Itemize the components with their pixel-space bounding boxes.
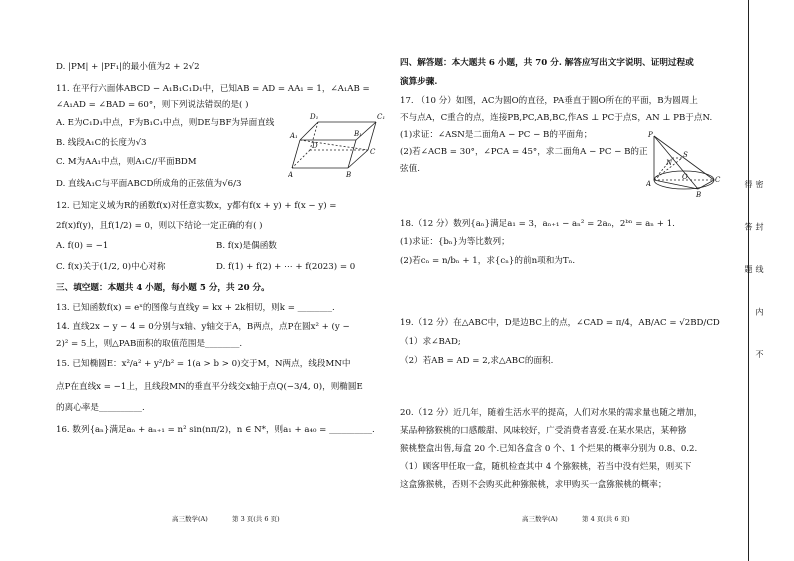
right-footer-subject: 高三数学(A): [522, 515, 558, 523]
label-b1: B₁: [354, 130, 362, 138]
label-n: N: [666, 159, 673, 167]
label-a1: A₁: [290, 132, 298, 140]
q17-line2: 不与点A，C重合的点，连接PB,PC,AB,BC,作AS ⊥ PC于点S，AN ⊥ PB于点N.: [400, 113, 713, 123]
label-c: C: [370, 148, 376, 156]
q11-option-d: D. 直线A₁C与平面ABCD所成角的正弦值为√6/3: [56, 179, 242, 189]
q14-line1: 14. 直线2x − y − 4 = 0分别与x轴、y轴交于A，B两点，点P在圆x² + (y −: [56, 322, 350, 332]
parallelepiped-figure: [288, 108, 388, 180]
q12-line2: 2f(x)f(y)，且f(1/2) = 0，则以下结论一定正确的有( ): [56, 221, 263, 231]
binding-margin-text: 密 封 线 内 不 得 答 题: [744, 180, 764, 375]
label-o: O: [682, 173, 688, 181]
section-4-heading-line1: 四、解答题：本大题共 6 小题，共 70 分. 解答应写出文字说明、证明过程或: [400, 58, 694, 68]
label-c1: C₁: [377, 113, 386, 121]
label-b: B: [346, 171, 352, 179]
q19-line1: 19.（12 分）在△ABC中，D是边BC上的点，∠CAD = π/4，AB/AC = √2BD/CD: [400, 318, 720, 328]
q12-line1: 12. 已知定义域为R的函数f(x)对任意实数x，y都有f(x + y) + f(x − y) =: [56, 201, 337, 211]
q14-line2: 2)² = 5上，则△PAB面积的取值范围是________.: [56, 339, 243, 349]
q11-line1: 11. 在平行六面体ABCD − A₁B₁C₁D₁中，已知AB = AD = AA₁ = 1，∠A₁AB =: [56, 84, 370, 94]
q11-option-a: A. E为C₁D₁中点，F为B₁C₁中点，则DE与BF为异面直线: [56, 118, 275, 128]
q15-line1: 15. 已知椭圆E：x²/a² + y²/b² = 1(a > b > 0)交于M，N两点，线段MN中: [56, 359, 351, 369]
q17-part2: (2)若∠ACB = 30°，∠PCA = 45°，求二面角A − PC − B的正: [400, 147, 648, 157]
q12-option-c: C. f(x)关于(1/2, 0)中心对称: [56, 262, 166, 272]
label-c: C: [715, 176, 721, 184]
q16: 16. 数列{aₙ}满足aₙ + aₙ₊₁ = n² sin(nπ/2)，n ∈ N*，则a₁ + a₄₀ = __________.: [56, 425, 375, 435]
q13: 13. 已知函数f(x) = eˣ的图像与直线y = kx + 2k相切，则k = ________.: [56, 303, 335, 313]
left-footer-page: 第 3 页(共 6 页): [232, 515, 280, 523]
label-b: B: [696, 191, 702, 198]
q18-part2: (2)若cₙ = n/bₙ + 1，求{cₙ}的前n项和为Tₙ.: [400, 256, 576, 266]
q17-part2-cont: 弦值.: [400, 164, 420, 174]
q20-line3: 猴桃整盒出售,每盒 20 个.已知各盒含 0 个、1 个烂果的概率分别为 0.8、0.2.: [400, 444, 698, 454]
q17-line1: 17. （10 分）如图，AC为圆O的直径，PA垂直于圆O所在的平面，B为圆周上: [400, 96, 698, 106]
q20-line2: 某品种猕猴桃的口感酸甜、风味较好，广受消费者喜爱.在某水果店，某种猕: [400, 426, 687, 436]
q20-part1-line1: （1）顾客甲任取一盒，随机检查其中 4 个猕猴桃，若当中没有烂果，则买下: [400, 462, 692, 472]
q11-option-c: C. M为AA₁中点，则A₁C//平面BDM: [56, 157, 197, 167]
label-d: D: [312, 142, 318, 150]
q12-option-a: A. f(0) = −1: [56, 241, 109, 251]
right-footer-page: 第 4 页(共 6 页): [582, 515, 630, 523]
label-p: P: [648, 131, 653, 139]
q15-line3: 的离心率是__________.: [56, 403, 145, 413]
q12-option-d: D. f(1) + f(2) + ⋯ + f(2023) = 0: [216, 262, 356, 272]
q20-line1: 20.（12 分）近几年，随着生活水平的提高，人们对水果的需求量也随之增加，: [400, 408, 703, 418]
left-footer-subject: 高三数学(A): [172, 515, 208, 523]
q19-part2: （2）若AB = AD = 2,求△ABC的面积.: [400, 356, 554, 366]
q17-part1: (1)求证：∠ASN是二面角A − PC − B的平面角；: [400, 130, 593, 140]
q18-part1: (1)求证：{bₙ}为等比数列；: [400, 237, 510, 247]
section-4-heading-line2: 演算步骤.: [400, 77, 438, 87]
q19-part1: （1）求∠BAD;: [400, 337, 461, 347]
q12-option-b: B. f(x)是偶函数: [216, 241, 277, 251]
q11-line2: ∠A₁AD = ∠BAD = 60°，则下列说法错误的是( ): [56, 100, 249, 110]
label-a: A: [288, 171, 294, 179]
q20-part1-line2: 这盒猕猴桃，否则不会购买此种猕猴桃，求甲购买一盒猕猴桃的概率；: [400, 480, 667, 490]
cone-figure: [646, 128, 722, 198]
q15-line2: 点P在直线x = −1上，且线段MN的垂直平分线交x轴于点Q(−3/4, 0)，则椭圆E: [56, 382, 363, 392]
q10-option-d: D. |PM| + |PF₁|的最小值为2 + 2√2: [56, 62, 200, 72]
q18-line1: 18.（12 分）数列{aₙ}满足a₁ = 3，aₙ₊₁ − aₙ² = 2aₙ，2ᵇⁿ = aₙ + 1.: [400, 219, 675, 229]
q11-option-b: B. 线段A₁C的长度为√3: [56, 138, 147, 148]
label-a: A: [646, 180, 652, 188]
label-d1: D₁: [310, 113, 319, 121]
label-s: S: [683, 151, 688, 159]
section-3-heading: 三、填空题：本题共 4 小题，每小题 5 分，共 20 分。: [56, 283, 270, 293]
